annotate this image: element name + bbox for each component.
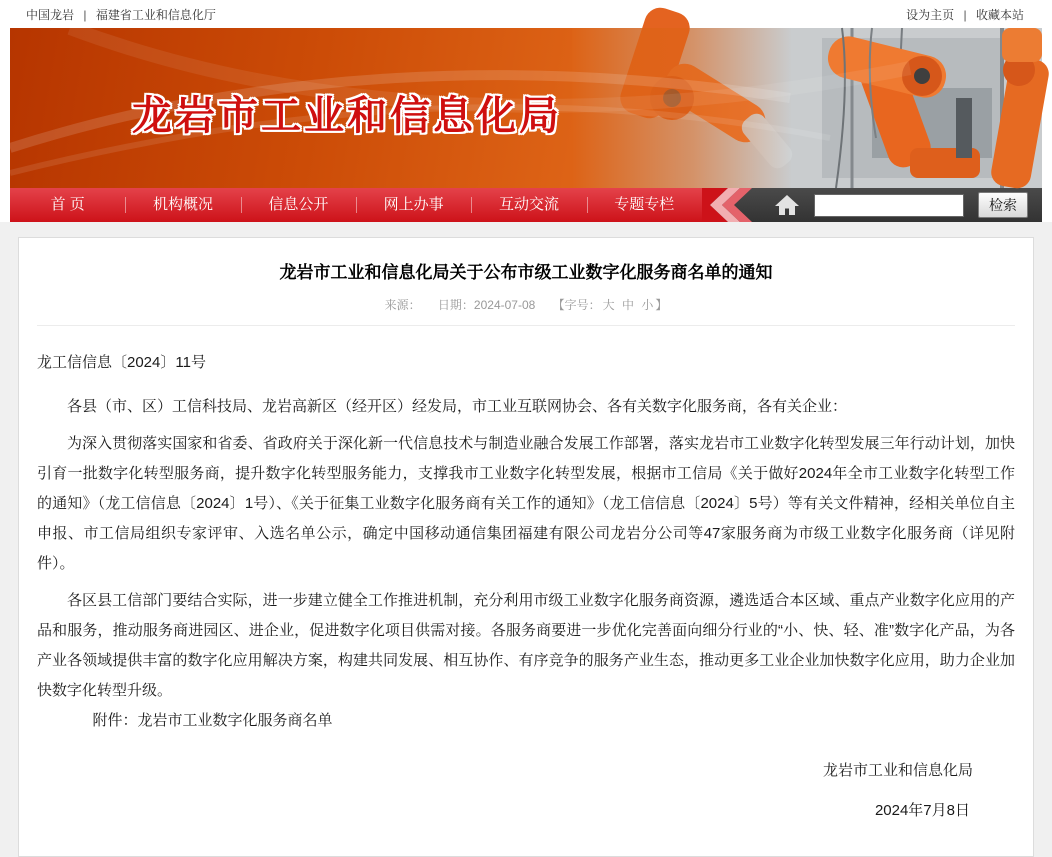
topbar-separator: | (963, 7, 967, 22)
search-button[interactable]: 检索 (978, 192, 1028, 218)
nav-item-online-services[interactable]: 网上办事 (356, 188, 471, 222)
article-paragraph: 各区县工信部门要结合实际，进一步建立健全工作推进机制，充分利用市级工业数字化服务商资源，遴选适合本区域、重点产业数字化应用的产品和服务，推动服务商进园区、进企业，促进数字化项目供需对接。各服务商要进一步优化完善面向细分行业的“小、快、轻、准”数字化产品，为各产业各领域提供丰富的数字化应用解决方案，构建共同发展、相互协作、有序竞争的服务产业生态，推动更多工业企业加快数字化应用，助力企业加快数字化转型升级。 (37, 592, 1015, 699)
link-china-longyan[interactable]: 中国龙岩 (26, 7, 75, 22)
nav-chevron-decoration (702, 188, 754, 222)
topbar-left (26, 6, 216, 23)
article-meta (37, 296, 1015, 326)
nav-item-special-topics[interactable]: 专题专栏 (587, 188, 702, 222)
topbar-right (906, 6, 1024, 23)
search-input[interactable] (814, 194, 964, 217)
fontsize-medium-button[interactable]: 中 (622, 298, 635, 312)
nav-item-home[interactable]: 首 页 (50, 196, 85, 213)
page-header (0, 0, 1052, 222)
attachment-line: 附件：龙岩市工业数字化服务商名单 (92, 712, 333, 729)
home-button[interactable] (774, 193, 800, 217)
meta-fontsize (553, 298, 668, 312)
signature-date: 2024年7月8日 (874, 802, 970, 819)
document-number: 龙工信信息〔2024〕11号 (37, 354, 206, 371)
topbar-separator: | (83, 7, 87, 22)
link-set-homepage[interactable]: 设为主页 (906, 7, 955, 22)
signature-agency: 龙岩市工业和信息化局 (822, 762, 973, 779)
content-area (0, 222, 1052, 857)
search-area (754, 188, 1042, 222)
article-paragraph: 为深入贯彻落实国家和省委、省政府关于深化新一代信息技术与制造业融合发展工作部署，落实龙岩市工业数字化转型发展三年行动计划，加快引育一批数字化转型服务商，提升数字化转型服务能力，支撑我市工业数字化转型发展，根据市工信局《关于做好2024年全市工业数字化转型工作的通知》（龙工信信息〔2024〕1号）、《关于征集工业数字化服务商有关工作的通知》（龙工信信息〔2024〕5号）等有关文件精神，经相关单位自主申报、市工信局组织专家评审、入选名单公示，确定中国移动通信集团福建有限公司龙岩分公司等47家服务商为市级工业数字化服务商（详见附件）。 (37, 435, 1015, 572)
banner (10, 28, 1042, 188)
topbar (0, 0, 1052, 28)
nav-item-info-disclosure[interactable]: 信息公开 (241, 188, 356, 222)
article-salutation: 各县（市、区）工信科技局、龙岩高新区（经开区）经发局，市工业互联网协会、各有关数字化服务商，各有关企业： (67, 398, 848, 415)
nav-item-agency-overview[interactable]: 机构概况 (125, 188, 240, 222)
site-title: 龙岩市工业和信息化局 (132, 94, 562, 138)
fontsize-large-button[interactable]: 大 (602, 298, 615, 312)
fontsize-prefix: 【字号： (552, 298, 601, 312)
home-icon (774, 193, 800, 217)
link-fujian-miit[interactable]: 福建省工业和信息化厅 (95, 7, 216, 22)
main-nav (10, 188, 702, 222)
fontsize-suffix: 】 (655, 298, 668, 312)
meta-date: 日期：2024-07-08 (437, 298, 536, 312)
fontsize-small-button[interactable]: 小 (641, 298, 654, 312)
article-card (18, 237, 1034, 857)
meta-source-label: 来源： (384, 298, 421, 312)
nav-item-interaction[interactable]: 互动交流 (471, 188, 586, 222)
main-navigation-bar (10, 188, 1042, 222)
link-bookmark-site[interactable]: 收藏本站 (975, 7, 1024, 22)
article-title: 龙岩市工业和信息化局关于公布市级工业数字化服务商名单的通知 (279, 263, 773, 282)
